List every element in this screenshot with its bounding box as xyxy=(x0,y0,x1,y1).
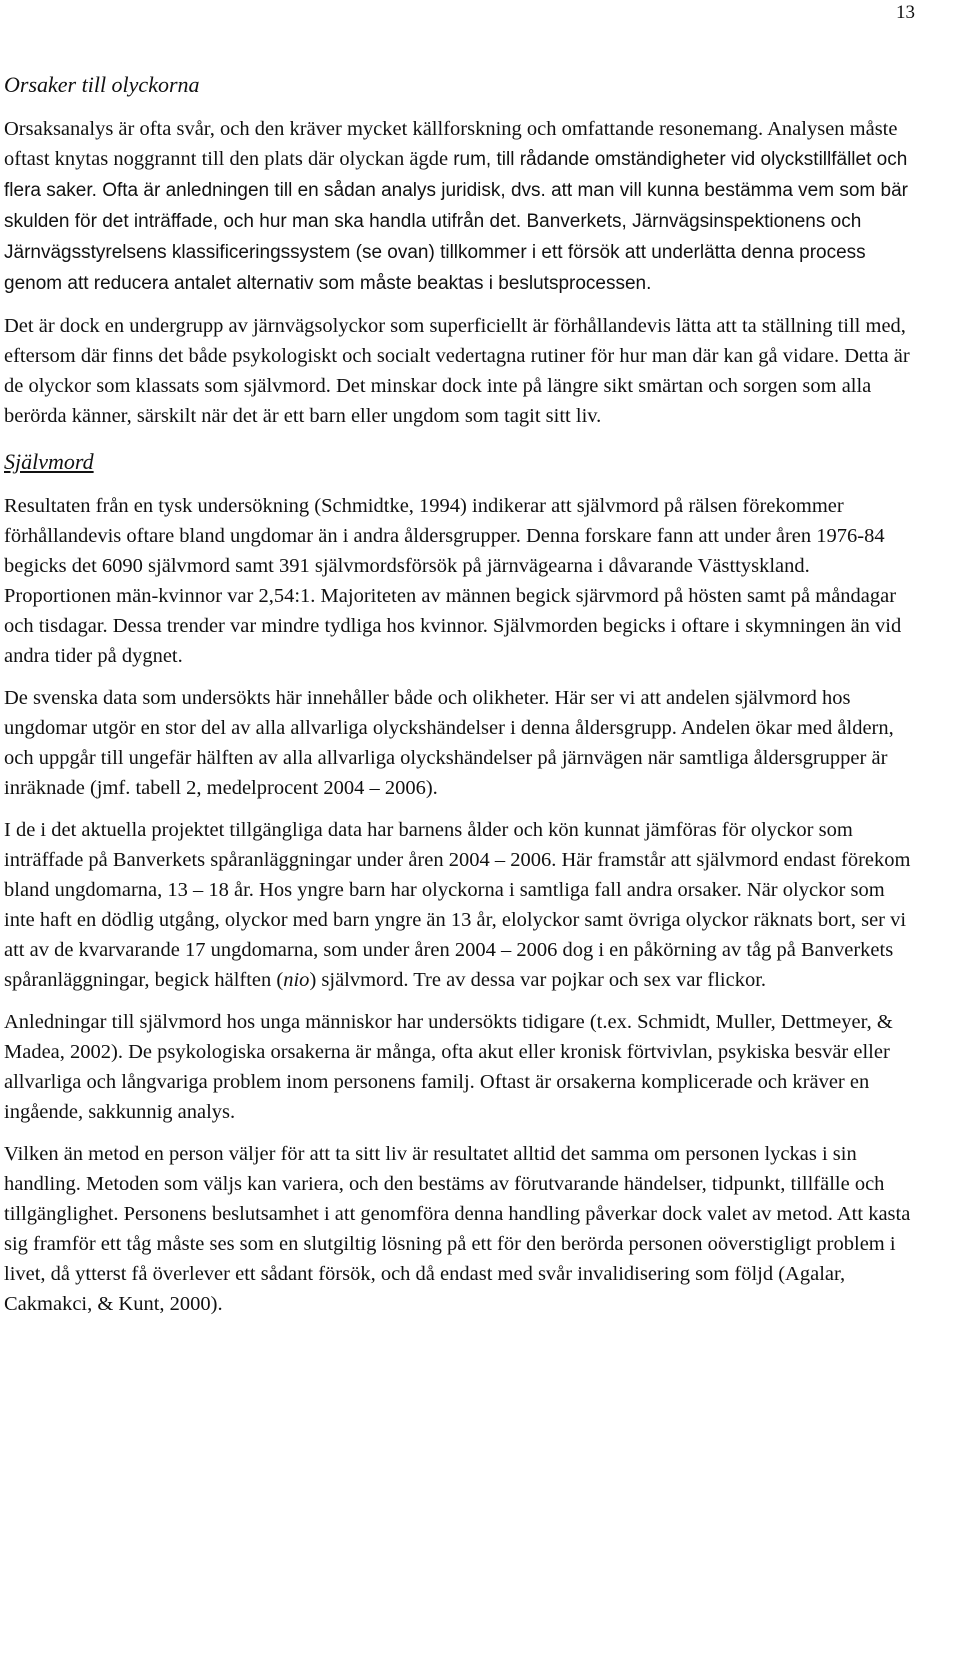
paragraph-cause-analysis xyxy=(4,114,916,299)
paragraph-method: Vilken än metod en person väljer för att ta sitt liv är resultatet alltid det samma om personen lyckas i sin handling. Metoden som väljs kan variera, och den bestäms av förutvarande händelser, tidpunkt, tillfälle och tillgänglighet. Personens beslutsamhet i att genomföra denna handling påverkar dock valet av metod. Att kasta sig framför ett tåg måste ses som en slutgiltig lösning på ett för den berörda personen oöverstigligt problem i livet, då ytterst få överlever ett sådant försök, och då endast med svår invalidisering som följd (Agalar, Cakmakci, & Kunt, 2000). xyxy=(4,1143,911,1315)
paragraph-project-data xyxy=(4,815,916,995)
paragraph-text: I de i det aktuella projektet tillgängliga data har barnens ålder och kön kunnat jämföras för olyckor som inträffade på Banverkets spåranläggningar under åren 2004 – 2006. Här framstår att självmord endast förekom bland ungdomarna, 13 – 18 år. Hos yngre barn har olyckorna i samtliga fall andra orsaker. När olyckor som inte haft en dödlig utgång, olyckor med barn yngre än 13 år, elolyckor samt övriga olyckor räknats bort, ser vi att av de kvarvarande 17 ungdomarna, som under åren 2004 – 2006 dog i en påkörning av tåg på Banverkets spåranläggningar, begick hälften ( xyxy=(4,819,911,991)
paragraph-german-study: Resultaten från en tysk undersökning (Schmidtke, 1994) indikerar att självmord på rälsen förekommer förhållandevis oftare bland ungdomar än i andra åldersgrupper. Denna forskare fann att under åren 1976-84 begicks det 6090 självmord samt 391 självmordsförsök på järnvägearna i dåvarande Västtyskland. Proportionen män-kvinnor var 2,54:1. Majoriteten av männen begick sjärvmord på hösten samt på måndagar och tisdagar. Dessa trender var mindre tydliga hos kvinnor. Självmorden begicks i oftare i skymningen än vid andra tider på dygnet. xyxy=(4,495,902,667)
paragraph-text-serif: Orsaksanalys är ofta svår, och den kräver mycket källforskning och omfattande resonemang. Analysen måste oftast knytas noggrannt till den plats där olyckan ägde xyxy=(4,118,898,170)
document-body xyxy=(4,70,916,1329)
section-heading-suicide: Självmord xyxy=(4,449,94,474)
paragraph-text-sans: rum, till rådande omständigheter vid olyckstillfället och flera saker. Ofta är anledningen till en sådan analys juridisk, dvs. att man vill kunna bestämma vem som bär skulden för det inträffade, och hur man ska handla utifrån det. Banverkets, Järnvägsinspektionens och Järnvägsstyrelsens klassificeringssystem (se ovan) tillkommer i ett försök att underlätta denna process genom att reducera antalet alternativ som måste beaktas i beslutsprocessen. xyxy=(4,149,908,294)
section-heading-causes: Orsaker till olyckorna xyxy=(4,72,200,97)
paragraph-reasons: Anledningar till självmord hos unga människor har undersökts tidigare (t.ex. Schmidt, Muller, Dettmeyer, & Madea, 2002). De psykologiska orsakerna är många, ofta akut eller kronisk förtvivlan, psykiska besvär eller allvarliga och långvariga problem inom personens familj. Oftast är orsakerna komplicerade och kräver en ingående, sakkunnig analys. xyxy=(4,1011,893,1123)
emphasis-text: nio xyxy=(283,969,310,991)
paragraph-text: ) självmord. Tre av dessa var pojkar och sex var flickor. xyxy=(309,969,767,991)
page-number: 13 xyxy=(896,2,915,23)
paragraph-swedish-data: De svenska data som undersökts här innehåller både och olikheter. Här ser vi att andelen självmord hos ungdomar utgör en stor del av alla allvarliga olyckshändelser i denna åldersgrupp. Andelen ökar med åldern, och uppgår till ungefär hälften av alla allvarliga olyckshändelser på järnvägen när samtliga åldersgrupper är inräknade (jmf. tabell 2, medelprocent 2004 – 2006). xyxy=(4,687,894,799)
paragraph-suicide-subgroup: Det är dock en undergrupp av järnvägsolyckor som superficiellt är förhållandevis lätta att ta ställning till med, eftersom där finns det både psykologiskt och socialt vedertagna rutiner för hur man där kan gå vidare. Detta är de olyckor som klassats som självmord. Det minskar dock inte på längre sikt smärtan och sorgen som alla berörda känner, särskilt när det är ett barn eller ungdom som tagit sitt liv. xyxy=(4,315,910,427)
